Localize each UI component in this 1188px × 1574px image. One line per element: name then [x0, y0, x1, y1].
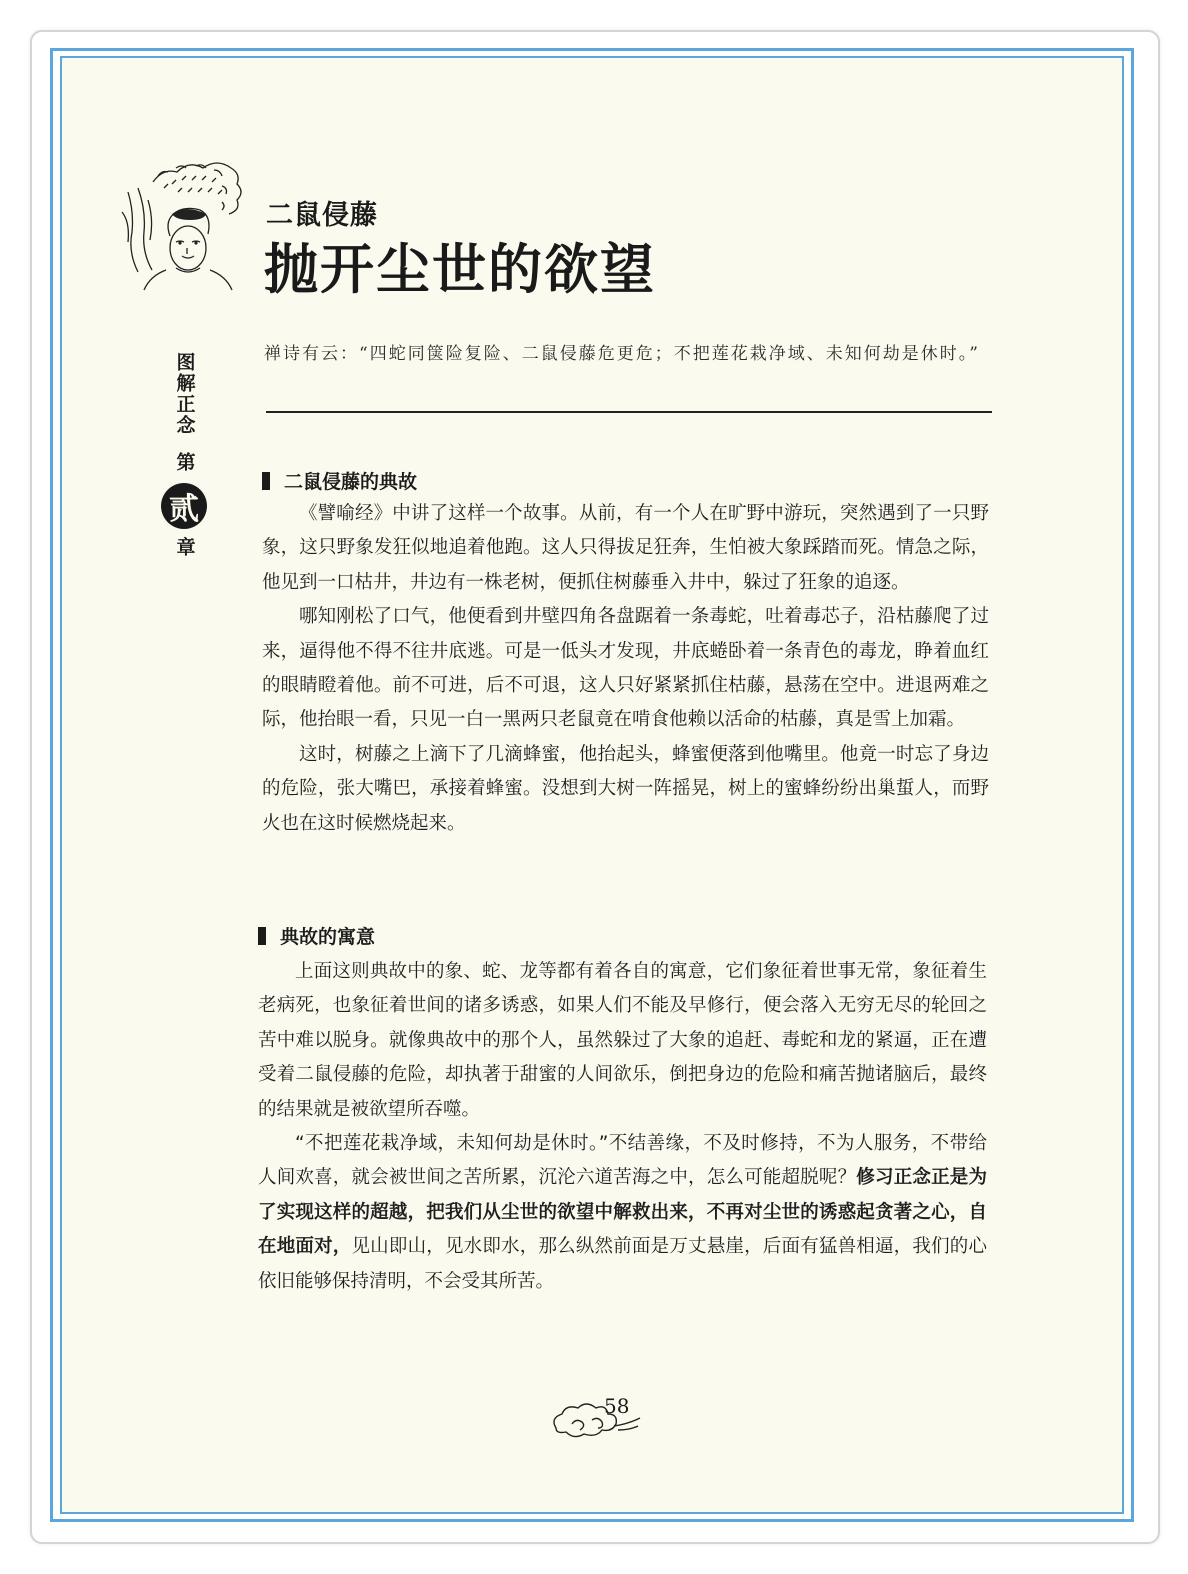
section-2-body	[258, 955, 987, 1299]
emphasized-text: 修习正念正是为了实现这样的超越，把我们从尘世的欲望中解救出来，不再对尘世的诱惑起贪著之心，自在地面对，	[258, 1167, 987, 1258]
paragraph: 哪知刚松了口气，他便看到井壁四角各盘踞着一条毒蛇，吐着毒芯子，沿枯藤爬了过来，逼得他不得不往井底逃。可是一低头才发现，井底蜷卧着一条青色的毒龙，睁着血红的眼睛瞪着他。前不可进，后不可退，这人只好紧紧抓住枯藤，悬荡在空中。进退两难之际，他抬眼一看，只见一白一黑两只老鼠竟在啃食他赖以活命的枯藤，真是雪上加霜。	[262, 606, 989, 731]
paragraph: 上面这则典故中的象、蛇、龙等都有着各自的寓意，它们象征着世事无常，象征着生老病死，也象征着世间的诸多诱惑，如果人们不能及早修行，便会落入无穷无尽的轮回之苦中难以脱身。就像典故中的那个人，虽然躲过了大象的追赶、毒蛇和龙的紧逼，正在遭受着二鼠侵藤的危险，却执著于甜蜜的人间欲乐，倒把身边的危险和痛苦抛诸脑后，最终的结果就是被欲望所吞噬。	[258, 961, 987, 1120]
divider-line	[266, 411, 992, 413]
paragraph: 《譬喻经》中讲了这样一个故事。从前，有一个人在旷野中游玩，突然遇到了一只野象，这只野象发狂似地追着他跑。这人只得拔足狂奔，生怕被大象踩踏而死。情急之际，他见到一口枯井，井边有一株老树，便抓住树藤垂入井中，躲过了狂象的追逐。	[262, 503, 989, 593]
cloud-ornament-icon	[548, 1400, 648, 1444]
monk-illustration	[118, 152, 250, 292]
chapter-suffix: 章	[173, 537, 196, 558]
section-heading-1-text: 二鼠侵藤的典故	[284, 471, 418, 493]
chapter-prefix: 第	[173, 452, 196, 473]
chapter-sidebar	[166, 352, 202, 558]
section-heading-2-text: 典故的寓意	[280, 926, 376, 948]
section-heading-2	[258, 922, 375, 949]
chapter-number-badge	[161, 483, 207, 529]
opening-poem: 禅诗有云：“四蛇同箧险复险、二鼠侵藤危更危；不把莲花栽净域、未知何劫是休时。”	[264, 344, 980, 364]
article-title: 抛开尘世的欲望	[264, 237, 656, 301]
chapter-number: 贰	[169, 492, 199, 527]
section-1-body	[262, 497, 989, 841]
book-name: 图解正念	[173, 352, 196, 436]
paragraph-part: 见山即山，见水即水，那么纵然前面是万丈悬崖，后面有猛兽相逼，我们的心依旧能够保持清明，不会受其所苦。	[258, 1236, 987, 1292]
paragraph-part: “不把莲花栽净域，未知何劫是休时。”不结善缘，不及时修持，不为人服务，不带给人间欢喜，就会被世间之苦所累，沉沦六道苦海之中，怎么可能超脱呢？	[258, 1133, 987, 1189]
paragraph	[258, 1127, 987, 1299]
heading-marker	[258, 927, 266, 945]
paragraph: 这时，树藤之上滴下了几滴蜂蜜，他抬起头，蜂蜜便落到他嘴里。他竟一时忘了身边的危险，张大嘴巴，承接着蜂蜜。没想到大树一阵摇晃，树上的蜜蜂纷纷出巢蜇人，而野火也在这时候燃烧起来。	[262, 743, 989, 834]
article-subtitle: 二鼠侵藤	[266, 200, 378, 231]
section-heading-1	[262, 467, 417, 494]
heading-marker	[262, 472, 270, 490]
page-number: 58	[604, 1394, 630, 1418]
